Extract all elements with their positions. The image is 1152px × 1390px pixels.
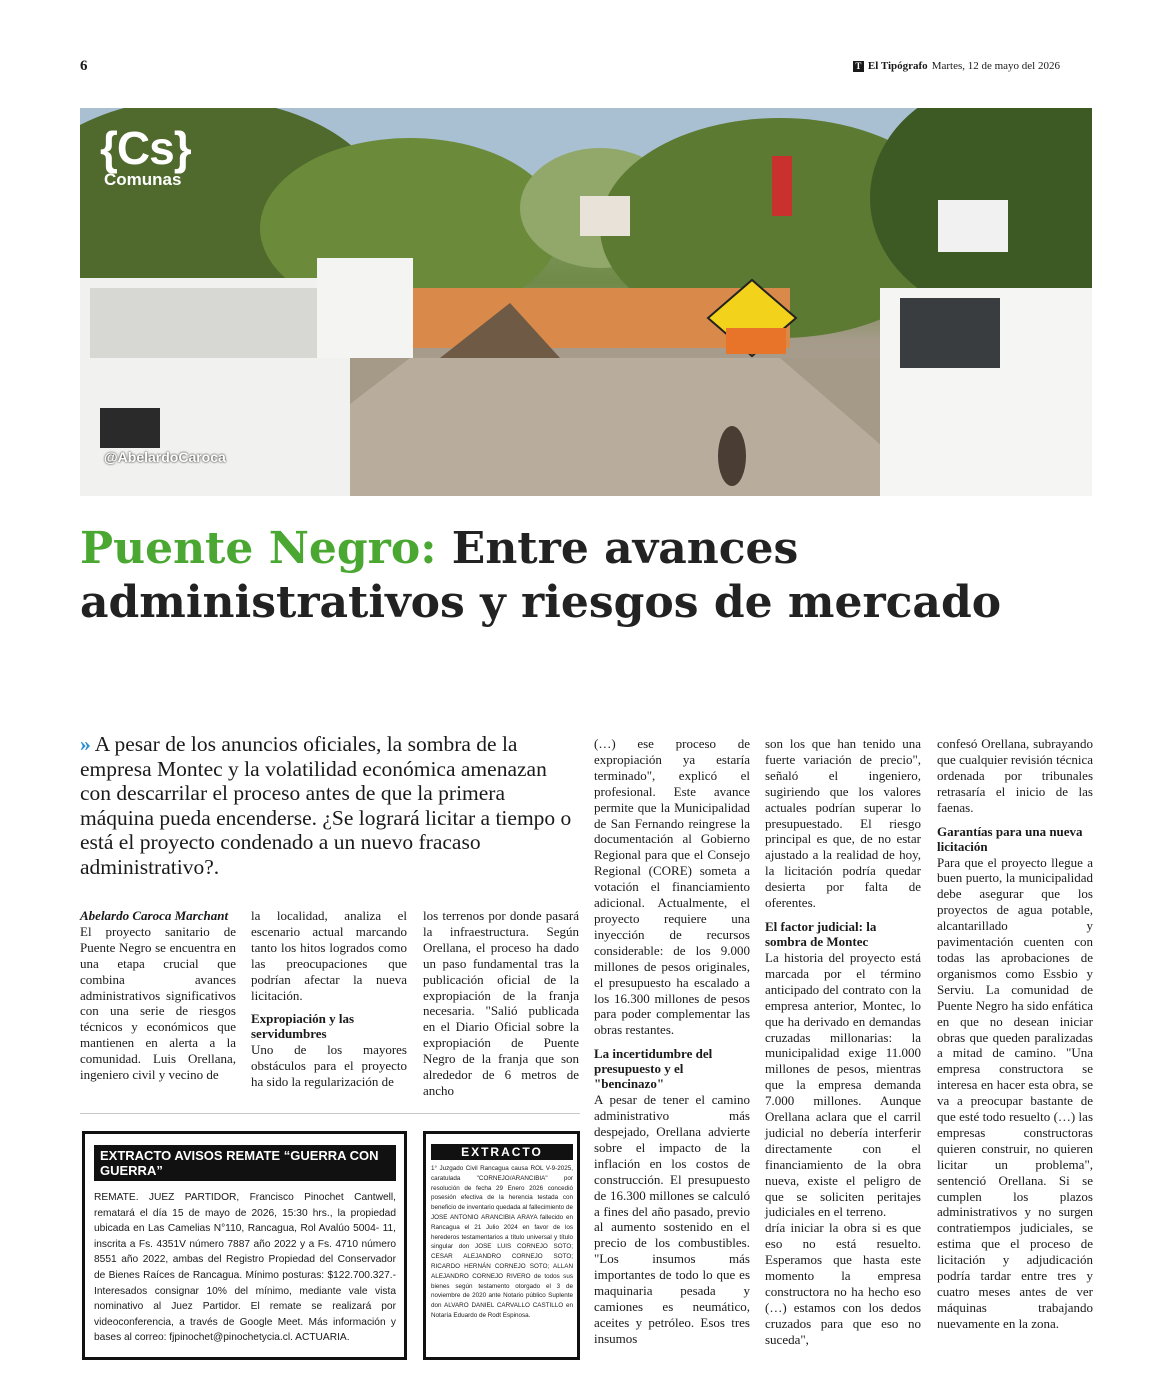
headline-kicker: Puente Negro: <box>80 523 437 574</box>
page-number: 6 <box>80 58 88 74</box>
road-works-photo <box>80 108 1092 496</box>
article-column-3 <box>423 908 579 1099</box>
auction-notice <box>82 1131 407 1360</box>
column-text: la localidad, analiza el escenario actual marcando tanto los hitos logrados como las preocupaciones que podrían afectar la nueva licitación. <box>251 908 407 1003</box>
headline <box>80 522 1080 630</box>
issue-date: Martes, 12 de mayo del 2026 <box>931 60 1060 72</box>
byline: Abelardo Caroca Marchant <box>80 908 229 923</box>
column-text: dría iniciar la obra si es que eso no está resuelto. Esperamos que hasta este momento la empresa constructora no ha hecho eso (…) estamos con los dedos cruzados para que eso no suceda", <box>765 1220 921 1347</box>
lead-chevron-icon: » <box>80 732 91 756</box>
column-text: La historia del proyecto está marcada por el término anticipado del contrato con la empresa anterior, Montec, lo que ha derivado en demandas cruzadas millonarias: la municipalidad exige 11.000 millones de pesos, mientras que la empresa demanda 7.000 millones. Aunque Orellana aclara que el carril judicial no debería interferir directamente con el financiamiento de la obra nueva, existe el peligro de que se soliciten peritajes judiciales en el terreno. <box>765 949 921 1220</box>
section-name: Comunas <box>104 170 182 189</box>
column-text: Para que el proyecto llegue a buen puerto, la municipalidad debe asegurar que los proyectos de agua potable, alcantarillado y pavimentación cuenten con todas las aprobaciones de organismos como Essbio y Serviu. La comunidad de Puente Negro ha sido enfática en que no desean iniciar obras que queden paralizadas a mitad de camino. "Una empresa constructora se interesa en hacer esta obra, se va a preocupar bastante de que esté todo resuelto (…) las empresas constructoras quieren construir, no quieren licitar un problema", sentenció Orellana. Si se cumplen los plazos administrativos y no surgen contratiempos judiciales, se estima que el proceso de licitación y adjudicación podría tardar entre tres y cuatro meses antes de ver máquinas trabajando nuevamente en la zona. <box>937 854 1093 1331</box>
article-column-4 <box>594 736 750 1347</box>
auction-notice-body: REMATE. JUEZ PARTIDOR, Francisco Pinochet Cantwell, rematará el día 15 de mayo de 2026, 15:30 hrs., la propiedad ubicada en Las Camelias N°110, Rancagua, Rol Avalúo 5004- 11, inscrita a Fs. 4351V número 7887 año 2022 y a Fs. 4710 número 8551 año 2022, ambas del Registro Propiedad del Conservador de Bienes Raíces de Rancagua. Mínimo posturas: $122.700.327.- Interesados consignar 10% del mínimo, mediante vale vista nominativo al Juez Partidor. El remate se realizará por videoconferencia, a través de Google Meet. Más información y bases al correo: fjpinochet@pinochetycia.cl. ACTUARIA. <box>94 1192 396 1344</box>
column-text: confesó Orellana, subrayando que cualquier revisión técnica ordenada por tribunales retrasaría el inicio de las faenas. <box>937 736 1093 815</box>
article-column-5 <box>765 736 921 1348</box>
paper-name: El Tipógrafo <box>867 60 928 72</box>
subheading: La incertidumbre del presupuesto y el "bencinazo" <box>594 1046 713 1092</box>
column-text: A pesar de tener el camino administrativo más despejado, Orellana advierte sobre el impacto de la inflación en los costos de construcción. El presupuesto de 16.300 millones se calculó a fines del año pasado, previo al aumento sostenido en el precio de los combustibles. "Los insumos más importantes de todo lo que es maquinaria pesada y camiones es neumático, aceites y petróleo. Esos tres insumos <box>594 1092 750 1346</box>
subheading: Expropiación y las servidumbres <box>251 1011 355 1042</box>
lead-text: A pesar de los anuncios oficiales, la sombra de la empresa Montec y la volatilidad económica amenazan con descarrilar el proceso antes de que la primera máquina pueda encenderse. ¿Se logrará licitar a tiempo o está el proyecto condenado a un nuevo fracaso administrativo?. <box>80 732 572 879</box>
column-text: son los que han tenido una fuerte variación de precio", señaló el ingeniero, sugiriendo que los valores actuales podrían superar lo presupuestado. El riesgo principal es que, de no estar ajustado a la realidad de hoy, la licitación podría quedar desierta por falta de oferentes. <box>765 736 921 911</box>
article-column-6 <box>937 736 1093 1332</box>
subheading: El factor judicial: la sombra de Montec <box>765 918 877 949</box>
headline-title: Entre avances administrativos y riesgos de mercado <box>80 523 1002 628</box>
subheading: Garantías para una nueva licitación <box>937 823 1083 854</box>
extract-notice-body: 1° Juzgado Civil Rancagua causa ROL V-9-2025, caratulada "CORNEJO/ARANCIBIA" por resolución de fecha 29 Enero 2026 concedió posesión efectiva de la herencia testada con beneficio de inventario quedada al fallecimiento de JOSE ANTONIO ARANCIBIA ARAYA fallecido en Rancagua el 21 Julio 2024 en favor de los herederos testamentarios a título universal y título singular don JOSE LUIS CORNEJO SOTO; CESAR ALEJANDRO CORNEJO SOTO; RICARDO HERNÁN CORNEJO SOTO; ALLAN ALEJANDRO CORNEJO RIVERO de todos sus bienes según testamento otorgado el 3 de noviembre de 2020 ante Notario público Suplente don ALVARO DANIEL CARVALLO CASTILLO en Notaría Eduardo de Rodt Espinosa. <box>431 1165 573 1319</box>
column-text: los terrenos por donde pasará la infraestructura. Según Orellana, el proceso ha dado un paso fundamental tras la publicación oficial de la expropiación de la franja necesaria. "Salió publicada en el Diario Oficial sobre la expropiación de Puente Negro de la franja que son alrededor de 6 metros de ancho <box>423 908 579 1098</box>
photo-credit: @AbelardoCaroca <box>104 449 226 465</box>
auction-notice-title: EXTRACTO AVISOS REMATE “GUERRA CON GUERRA” <box>94 1145 396 1181</box>
column-text: (…) ese proceso de expropiación ya estaría terminado", explicó el profesional. Este avance permite que la Municipalidad de San Fernando reingrese la documentación al Gobierno Regional para que el Consejo Regional (CORE) someta a votación el financiamiento adicional. Actualmente, el proyecto requiere una inyección de recursos considerable: de los 9.000 millones de pesos originales, el presupuesto ha escalado a los 16.300 millones de pesos para poder complementar las obras restantes. <box>594 736 750 1038</box>
article-column-2 <box>251 908 407 1090</box>
section-code: {Cs} <box>100 122 191 174</box>
article-photo <box>80 108 1092 496</box>
column-text: Uno de los mayores obstáculos para el proyecto ha sido la regularización de <box>251 1042 407 1090</box>
section-divider <box>80 1113 580 1114</box>
masthead <box>853 60 1060 72</box>
article-column-1 <box>80 908 236 1083</box>
newspaper-logo-icon: T <box>853 61 864 72</box>
extract-notice-title: EXTRACTO <box>431 1144 573 1160</box>
extract-notice <box>423 1131 580 1360</box>
lead-paragraph <box>80 732 580 879</box>
section-badge <box>100 122 191 190</box>
column-text: El proyecto sanitario de Puente Negro se encuentra en una etapa crucial que combina avances administrativos significativos con una serie de riesgos técnicos y económicos que mantienen en alerta a la comunidad. Luis Orellana, ingeniero civil y vecino de <box>80 923 236 1083</box>
